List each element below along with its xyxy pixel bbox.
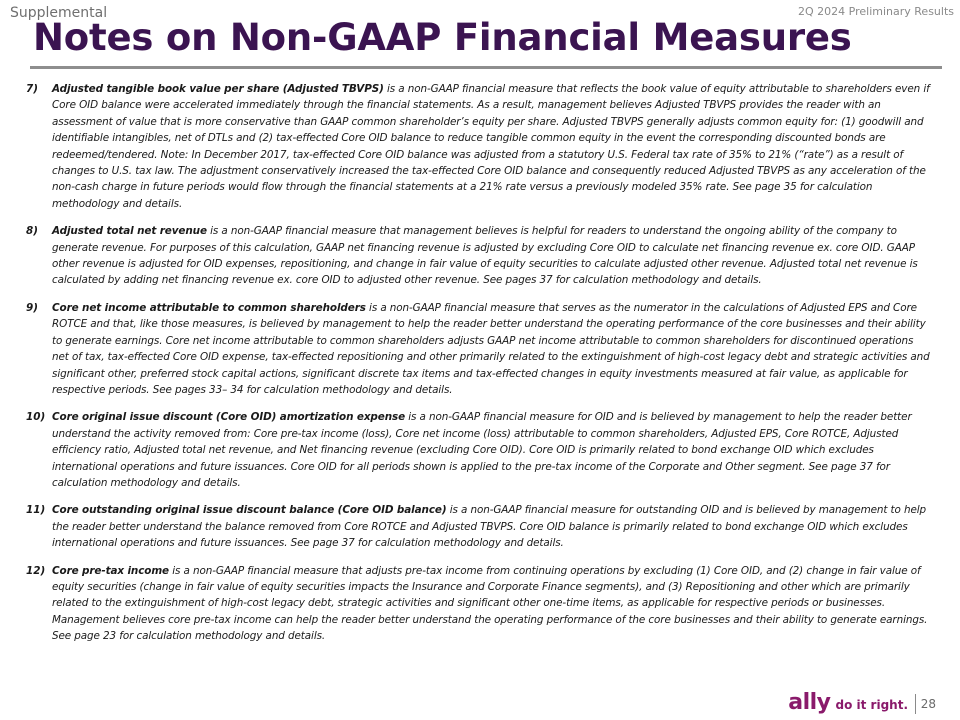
- ally-logo: [788, 690, 908, 715]
- page-title: Notes on Non-GAAP Financial Measures: [33, 16, 852, 59]
- note-term: Core pre-tax income: [52, 564, 170, 577]
- note-term: Adjusted total net revenue: [52, 225, 207, 238]
- note-term: Adjusted tangible book value per share (Adjusted TBVPS): [52, 83, 384, 95]
- note-number: 12): [26, 564, 46, 577]
- note-body: [52, 409, 930, 491]
- note-term: Core outstanding original issue discount balance (Core OID balance): [52, 504, 447, 517]
- note-text: is a non-GAAP financial measure that adjusts pre-tax income from continuing operations by excluding (1) Core OID, and (2) change in fair value of equity securities (change in fair value of equity securities impacts the Insurance and Corporate Finance segments), and (3) Repositioning and other which are primarily related to the extinguishment of high-cost legacy debt, strategic activities and significant other one-time items, as applicable for respective periods or businesses. Management believes core pre-tax income can help the reader better understand the operating performance of the core businesses and their ability to generate earnings. See page 23 for calculation methodology and details.: [52, 564, 928, 643]
- note-number: 10): [26, 411, 46, 424]
- page-number: 28: [920, 697, 936, 711]
- footer-divider: [915, 694, 916, 714]
- section-label: Supplemental: [10, 5, 108, 21]
- note-body: [52, 563, 930, 645]
- note-number: 8): [26, 225, 38, 238]
- results-label: 2Q 2024 Preliminary Results: [798, 5, 954, 18]
- title-divider: [30, 66, 942, 69]
- note-item: [26, 409, 930, 491]
- note-number: 9): [26, 301, 38, 314]
- note-body: [52, 81, 930, 212]
- notes-list: [26, 81, 930, 656]
- note-body: [52, 223, 930, 289]
- logo-wordmark: ally: [788, 690, 831, 715]
- note-text: is a non-GAAP financial measure for outstanding OID and is believed by management to help the reader better understand the balance removed from Core ROTCE and Adjusted TBVPS. Core OID balance is primarily related to bond exchange OID which excludes international operations and future issuances. See page 37 for calculation methodology and details.: [52, 504, 927, 550]
- note-item: [26, 81, 930, 212]
- note-item: [26, 223, 930, 289]
- note-item: [26, 300, 930, 398]
- note-number: 7): [26, 83, 38, 95]
- note-term: Core net income attributable to common shareholders: [52, 301, 366, 314]
- note-text: is a non-GAAP financial measure that reflects the book value of equity attributable to shareholders even if Core OID balance were accelerated immediately through the financial statements. As a result, management believes Adjusted TBVPS provides the reader with an assessment of value that is more conservative than GAAP common shareholder’s equity per share. Adjusted TBVPS generally adjusts common equity for: (1) goodwill and identifiable intangibles, net of DTLs and (2) tax-effected Core OID balance to reduce tangible common equity in the event the corresponding discounted bonds are redeemed/tendered. Note: In December 2017, tax-effected Core OID balance was adjusted from a statutory U.S. Federal tax rate of 35% to 21% (“rate”) as a result of changes to U.S. tax law. The adjustment conservatively increased the tax-effected Core OID balance and consequently reduced Adjusted TBVPS as any acceleration of the non-cash charge in future periods would flow through the financial statements at a 21% rate versus a previously modeled 35% rate. See page 35 for calculation methodology and details.: [52, 83, 930, 210]
- note-body: [52, 300, 930, 398]
- note-text: is a non-GAAP financial measure that management believes is helpful for readers to understand the ongoing ability of the company to generate revenue. For purposes of this calculation, GAAP net financing revenue is adjusted by excluding Core OID to calculate net financing revenue ex. core OID. GAAP other revenue is adjusted for OID expenses, repositioning, and change in fair value of equity securities to calculate adjusted other revenue. Adjusted total net revenue is calculated by adding net financing revenue ex. core OID to adjusted other revenue. See pages 37 for calculation methodology and details.: [52, 225, 918, 287]
- note-item: [26, 563, 930, 645]
- note-number: 11): [26, 504, 46, 517]
- note-text: is a non-GAAP financial measure for OID and is believed by management to help the reader better understand the activity removed from: Core pre-tax income (loss), Core net income (loss) attributable to common shareholders, Adjusted EPS, Core ROTCE, Adjusted efficiency ratio, Adjusted total net revenue, and Net financing revenue (excluding Core OID). Core OID is primarily related to bond exchange OID which excludes international operations and future issuances. Core OID for all periods shown is applied to the pre-tax income of the Corporate and Other segment. See page 37 for calculation methodology and details.: [52, 411, 912, 489]
- note-body: [52, 502, 930, 551]
- note-item: [26, 502, 930, 551]
- note-text: is a non-GAAP financial measure that serves as the numerator in the calculations of Adjusted EPS and Core ROTCE and that, like those measures, is believed by management to help the reader better understand the operating performance of the core businesses and their ability to generate earnings. Core net income attributable to common shareholders adjusts GAAP net income attributable to common shareholders for discontinued operations net of tax, tax-effected Core OID expense, tax-effected repositioning and other primarily related to the extinguishment of high-cost legacy debt and strategic activities and significant other, preferred stock capital actions, significant discrete tax items and tax-effected changes in equity investments measured at fair value, as applicable for respective periods. See pages 33– 34 for calculation methodology and details.: [52, 301, 930, 396]
- note-term: Core original issue discount (Core OID) amortization expense: [52, 411, 406, 424]
- logo-tagline: do it right.: [835, 698, 908, 712]
